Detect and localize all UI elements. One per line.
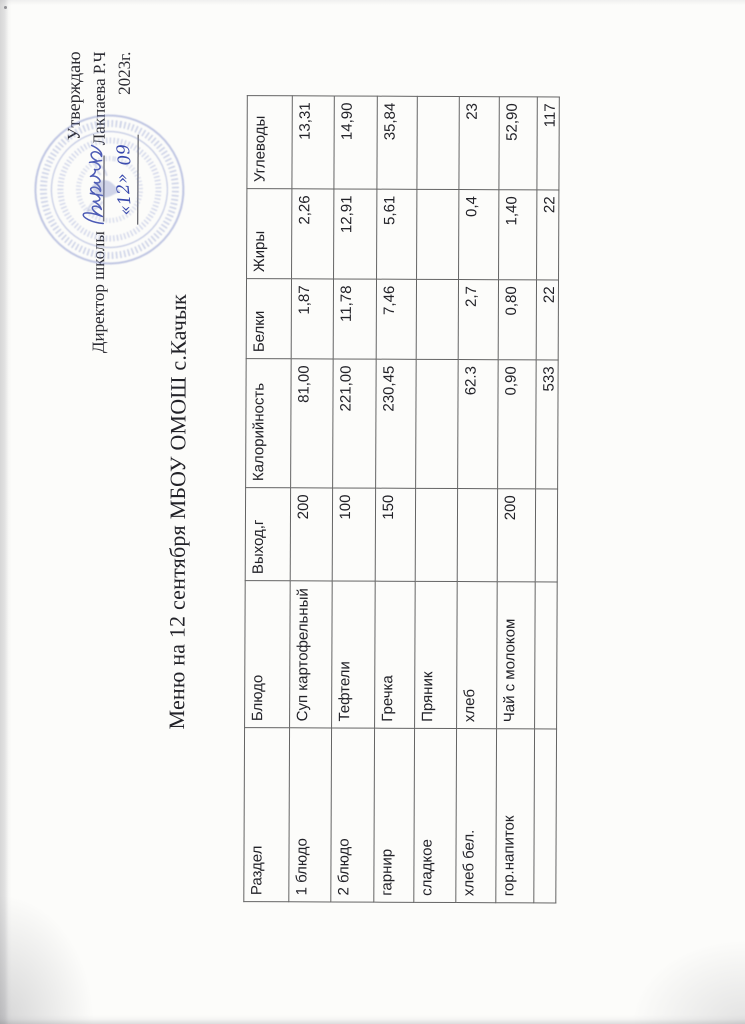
table-cell: Гречка (375, 581, 416, 728)
table-cell (416, 359, 459, 488)
table-cell: 100 (332, 488, 375, 581)
table-header-row (244, 96, 293, 902)
table-cell: 11,78 (333, 279, 376, 359)
table-cell: 2 блюдо (331, 728, 375, 902)
date-month: 09 (113, 142, 136, 167)
table-cell (457, 489, 497, 582)
table-cell: 533 (536, 360, 559, 489)
table-cell: 5,61 (377, 189, 417, 279)
stamp-emblem (90, 178, 122, 200)
column-header: Углеводы (247, 96, 292, 189)
table-cell: Пряник (415, 581, 458, 728)
menu-table (243, 95, 560, 903)
table-cell (416, 279, 458, 359)
table-cell: 52,90 (499, 97, 537, 190)
table-cell: 1,87 (291, 279, 333, 359)
table-cell: 1 блюдо (289, 728, 332, 902)
table-row (331, 96, 378, 902)
table-cell: 62.3 (458, 360, 499, 489)
table-cell (535, 582, 558, 729)
table-cell: хлеб (457, 582, 498, 729)
table-cell: 14,90 (334, 96, 377, 189)
table-cell: Чай с молоком (497, 582, 536, 729)
column-header: Калорийность (246, 359, 292, 488)
table-cell: 221,00 (333, 359, 377, 488)
column-header: Выход,г (245, 488, 290, 581)
column-header: Блюдо (245, 581, 291, 728)
column-header: Белки (246, 279, 291, 359)
table-row (289, 96, 335, 902)
table-row (496, 97, 538, 903)
table-cell: Тефтели (332, 581, 376, 728)
table-cell: 35,84 (377, 96, 417, 189)
director-label: Директор школы (88, 231, 109, 354)
table-cell: 22 (536, 280, 559, 360)
scan-dust-speck (4, 6, 7, 9)
column-header: Жиры (247, 189, 292, 279)
table-cell (415, 488, 457, 581)
document-title: Меню на 12 сентября МБОУ ОМОШ с.Качык (164, 294, 191, 730)
table-cell: 7,46 (376, 279, 416, 359)
table-cell: 2,26 (292, 189, 334, 279)
table-cell: 0,80 (498, 280, 536, 360)
table-cell: 117 (537, 97, 560, 190)
table-cell (417, 189, 459, 279)
table-cell: 0,4 (459, 190, 499, 280)
table-cell: 81,00 (291, 359, 334, 488)
table-row (374, 96, 418, 902)
date-year: 2023г. (114, 51, 135, 95)
table-cell: 230,45 (376, 359, 417, 488)
table-cell: 0,90 (498, 360, 537, 489)
table-cell: 200 (290, 488, 332, 581)
date-day: «12» (112, 172, 137, 217)
table-cell: 23 (459, 97, 499, 190)
table-cell (534, 729, 557, 903)
table-cell: 1,40 (499, 190, 537, 280)
table-cell: 150 (375, 488, 415, 581)
column-header: Раздел (244, 728, 290, 902)
table-cell: гарнир (374, 728, 415, 902)
table-cell (417, 96, 459, 189)
table-cell (535, 489, 558, 582)
table-cell: Суп картофельный (290, 581, 333, 728)
table-cell: 2,7 (458, 280, 498, 360)
table-cell: 200 (497, 489, 535, 582)
table-row (456, 97, 500, 903)
table-row (534, 97, 560, 903)
table-cell: 13,31 (292, 96, 334, 189)
approve-label: Утверждаю (63, 51, 85, 141)
table-cell: гор.напиток (496, 729, 535, 903)
table-cell: сладкое (414, 728, 457, 902)
table-cell: 12,91 (334, 189, 377, 279)
table-cell: 22 (537, 190, 560, 280)
director-name: Лакпаева Р.Ч (89, 51, 110, 146)
table-row (414, 96, 460, 902)
table-cell: хлеб бел. (456, 729, 497, 903)
